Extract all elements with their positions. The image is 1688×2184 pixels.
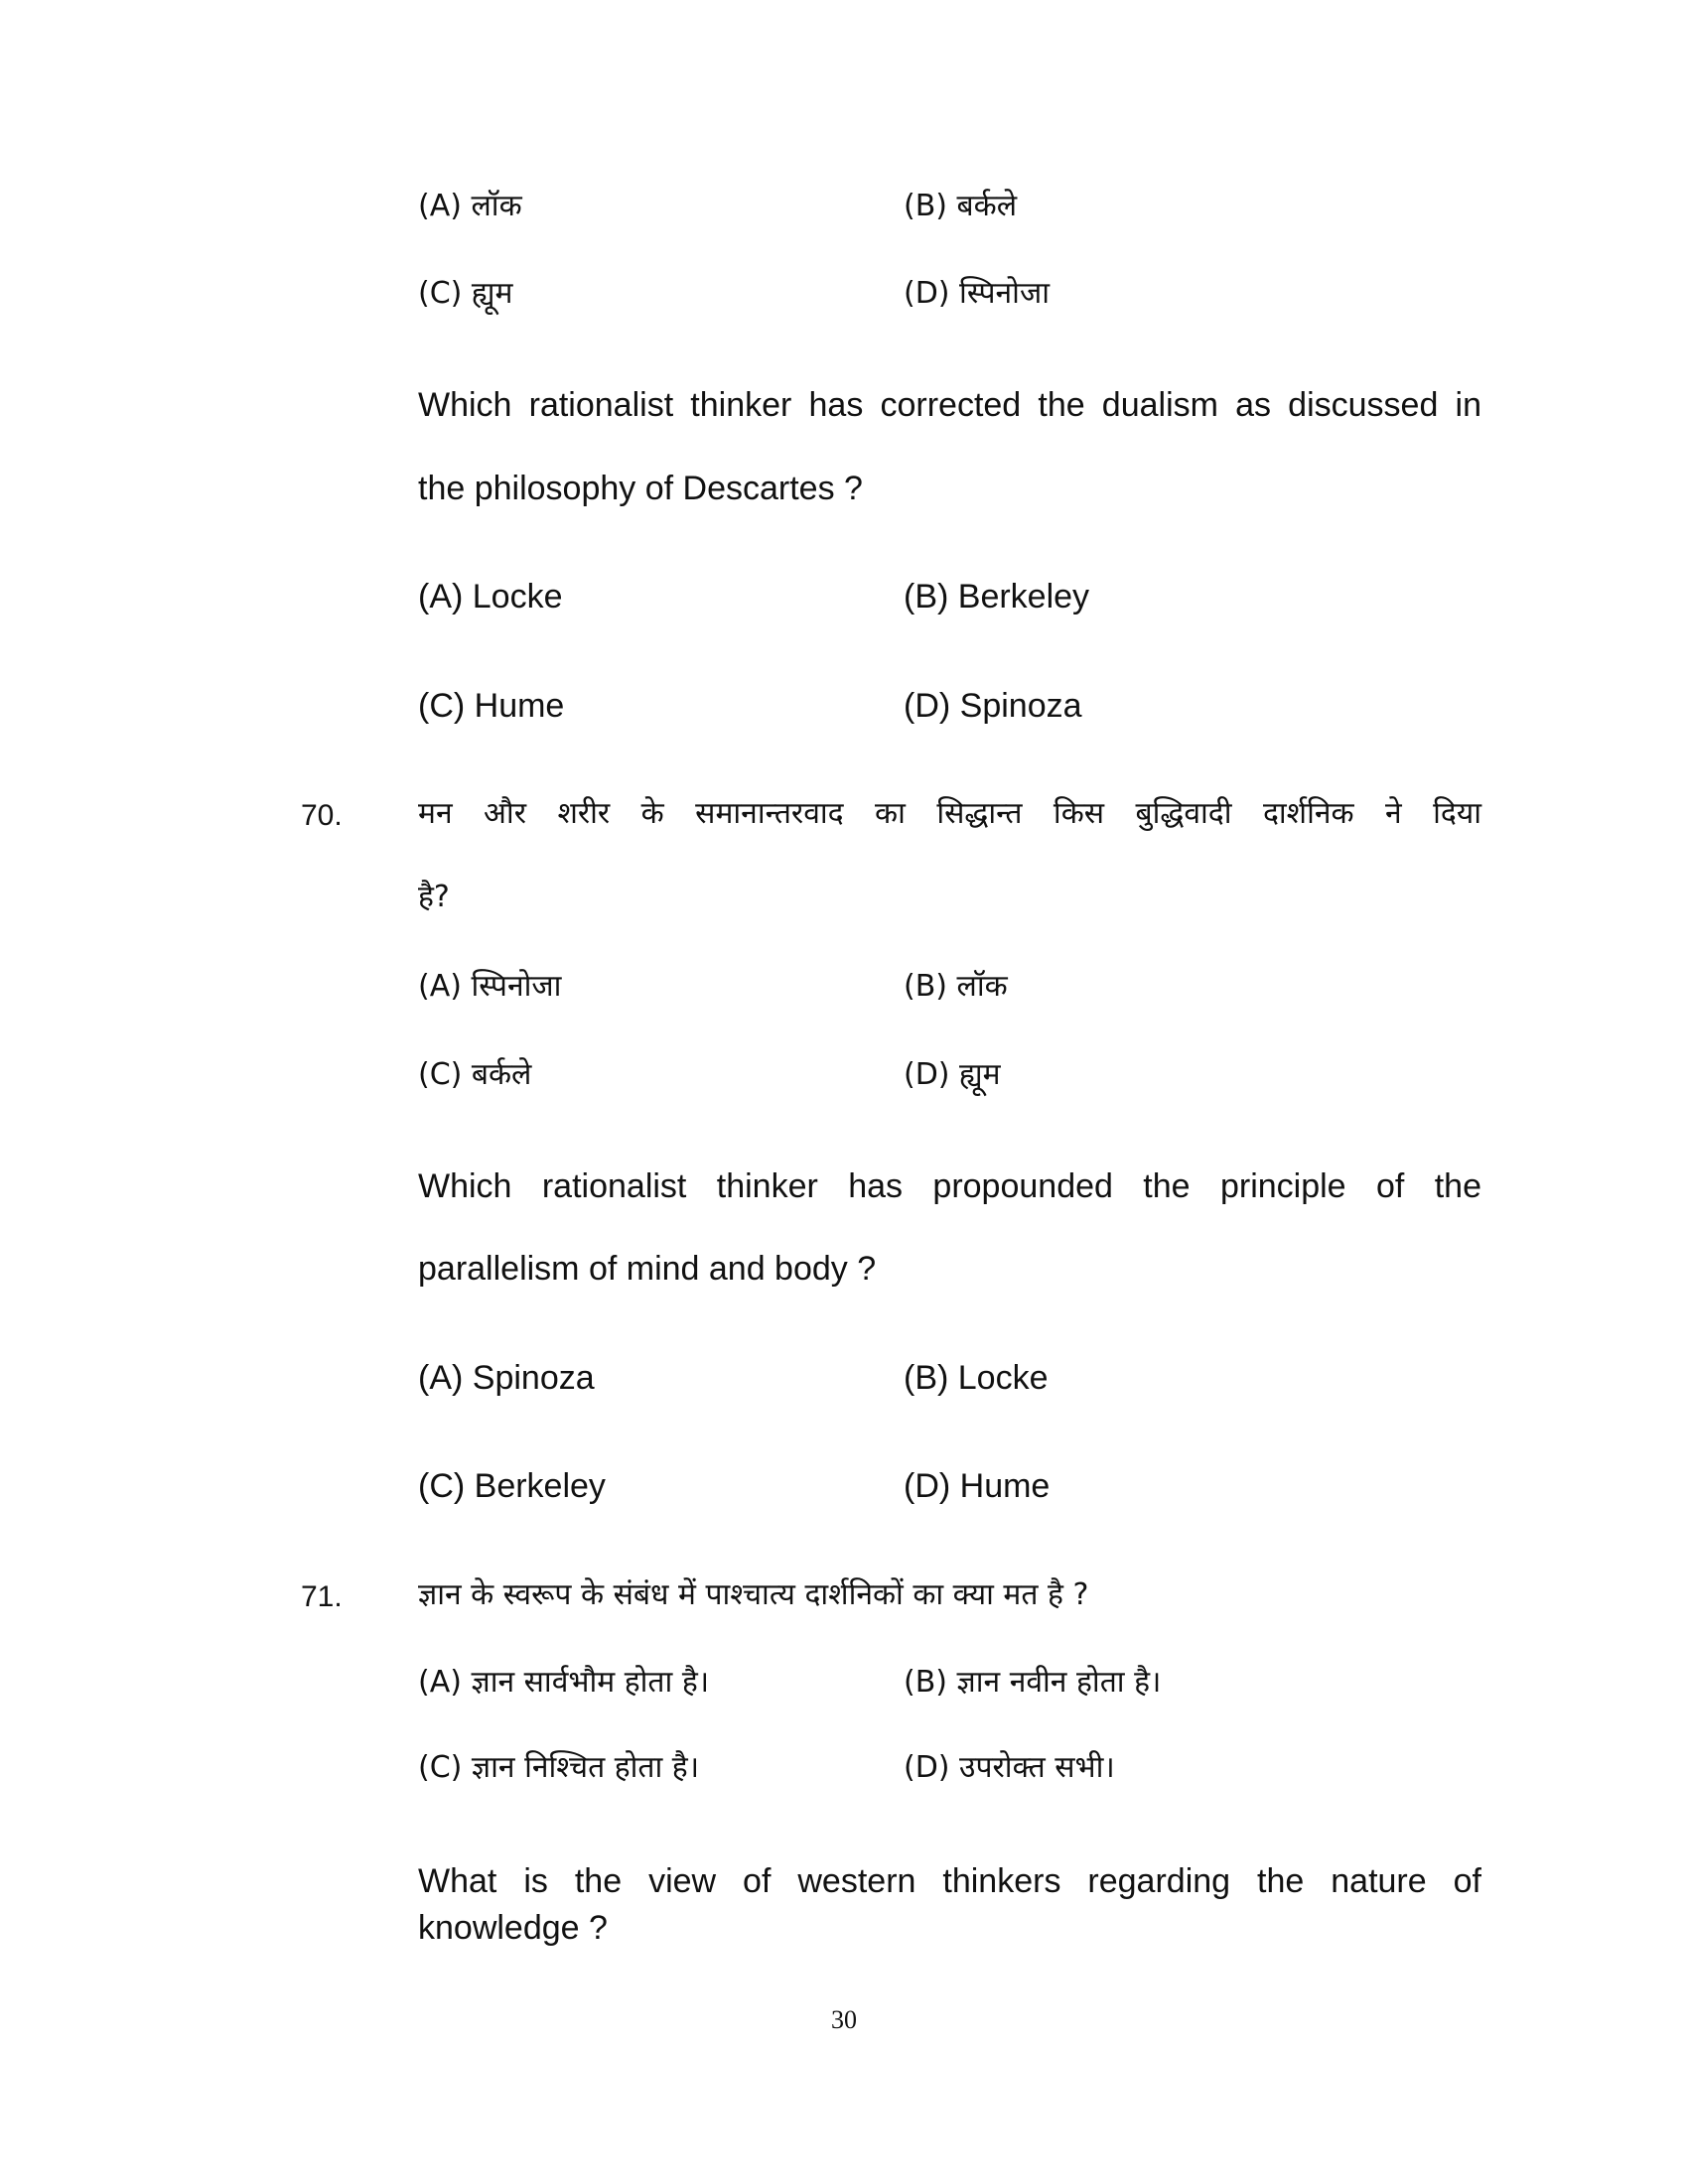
q71-hindi-option-d: (D) उपरोक्त सभी। [904,1750,1115,1785]
q71-hindi-option-b: (B) ज्ञान नवीन होता है। [904,1665,1162,1700]
q70-hindi-option-d: (D) ह्यूम [904,1057,1001,1092]
q70-english-option-a: (A) Spinoza [418,1359,595,1397]
q70-number: 70. [301,799,343,832]
q69-english-option-d: (D) Spinoza [904,687,1082,725]
q69-hindi-option-a: (A) लॉक [418,189,522,223]
q69-english-question-line2: the philosophy of Descartes ? [418,470,863,507]
q70-english-option-d: (D) Hume [904,1467,1051,1505]
q69-english-question-line1: Which rationalist thinker has corrected the dualism as discussed in [418,386,1481,424]
q70-english-option-c: (C) Berkeley [418,1467,606,1505]
q71-hindi-option-a: (A) ज्ञान सार्वभौम होता है। [418,1665,710,1700]
q70-english-question-line1: Which rationalist thinker has propounded the principle of the [418,1167,1481,1205]
q70-hindi-question-line2: है? [418,880,450,914]
q70-hindi-option-b: (B) लॉक [904,969,1008,1004]
q71-english-question-line1: What is the view of western thinkers regarding the nature of [418,1862,1481,1900]
q69-hindi-option-b: (B) बर्कले [904,189,1018,223]
q69-english-option-c: (C) Hume [418,687,565,725]
q70-hindi-option-c: (C) बर्कले [418,1057,532,1092]
q70-hindi-option-a: (A) स्पिनोजा [418,969,562,1004]
q69-hindi-option-d: (D) स्पिनोजा [904,276,1050,311]
page-number: 30 [831,2005,857,2034]
q71-english-question-line2: knowledge ? [418,1909,608,1947]
q69-hindi-option-c: (C) ह्यूम [418,276,513,311]
q71-number: 71. [301,1580,343,1613]
q70-english-option-b: (B) Locke [904,1359,1049,1397]
q69-english-option-b: (B) Berkeley [904,578,1090,615]
q71-hindi-option-c: (C) ज्ञान निश्चित होता है। [418,1750,700,1785]
q70-hindi-question-line1: मन और शरीर के समानान्तरवाद का सिद्धान्त किस बुद्धिवादी दार्शनिक ने दिया [418,796,1481,831]
q70-english-question-line2: parallelism of mind and body ? [418,1250,877,1288]
q71-hindi-question: ज्ञान के स्वरूप के संबंध में पाश्चात्य दार्शनिकों का क्या मत है ? [418,1577,1089,1612]
q69-english-option-a: (A) Locke [418,578,563,615]
